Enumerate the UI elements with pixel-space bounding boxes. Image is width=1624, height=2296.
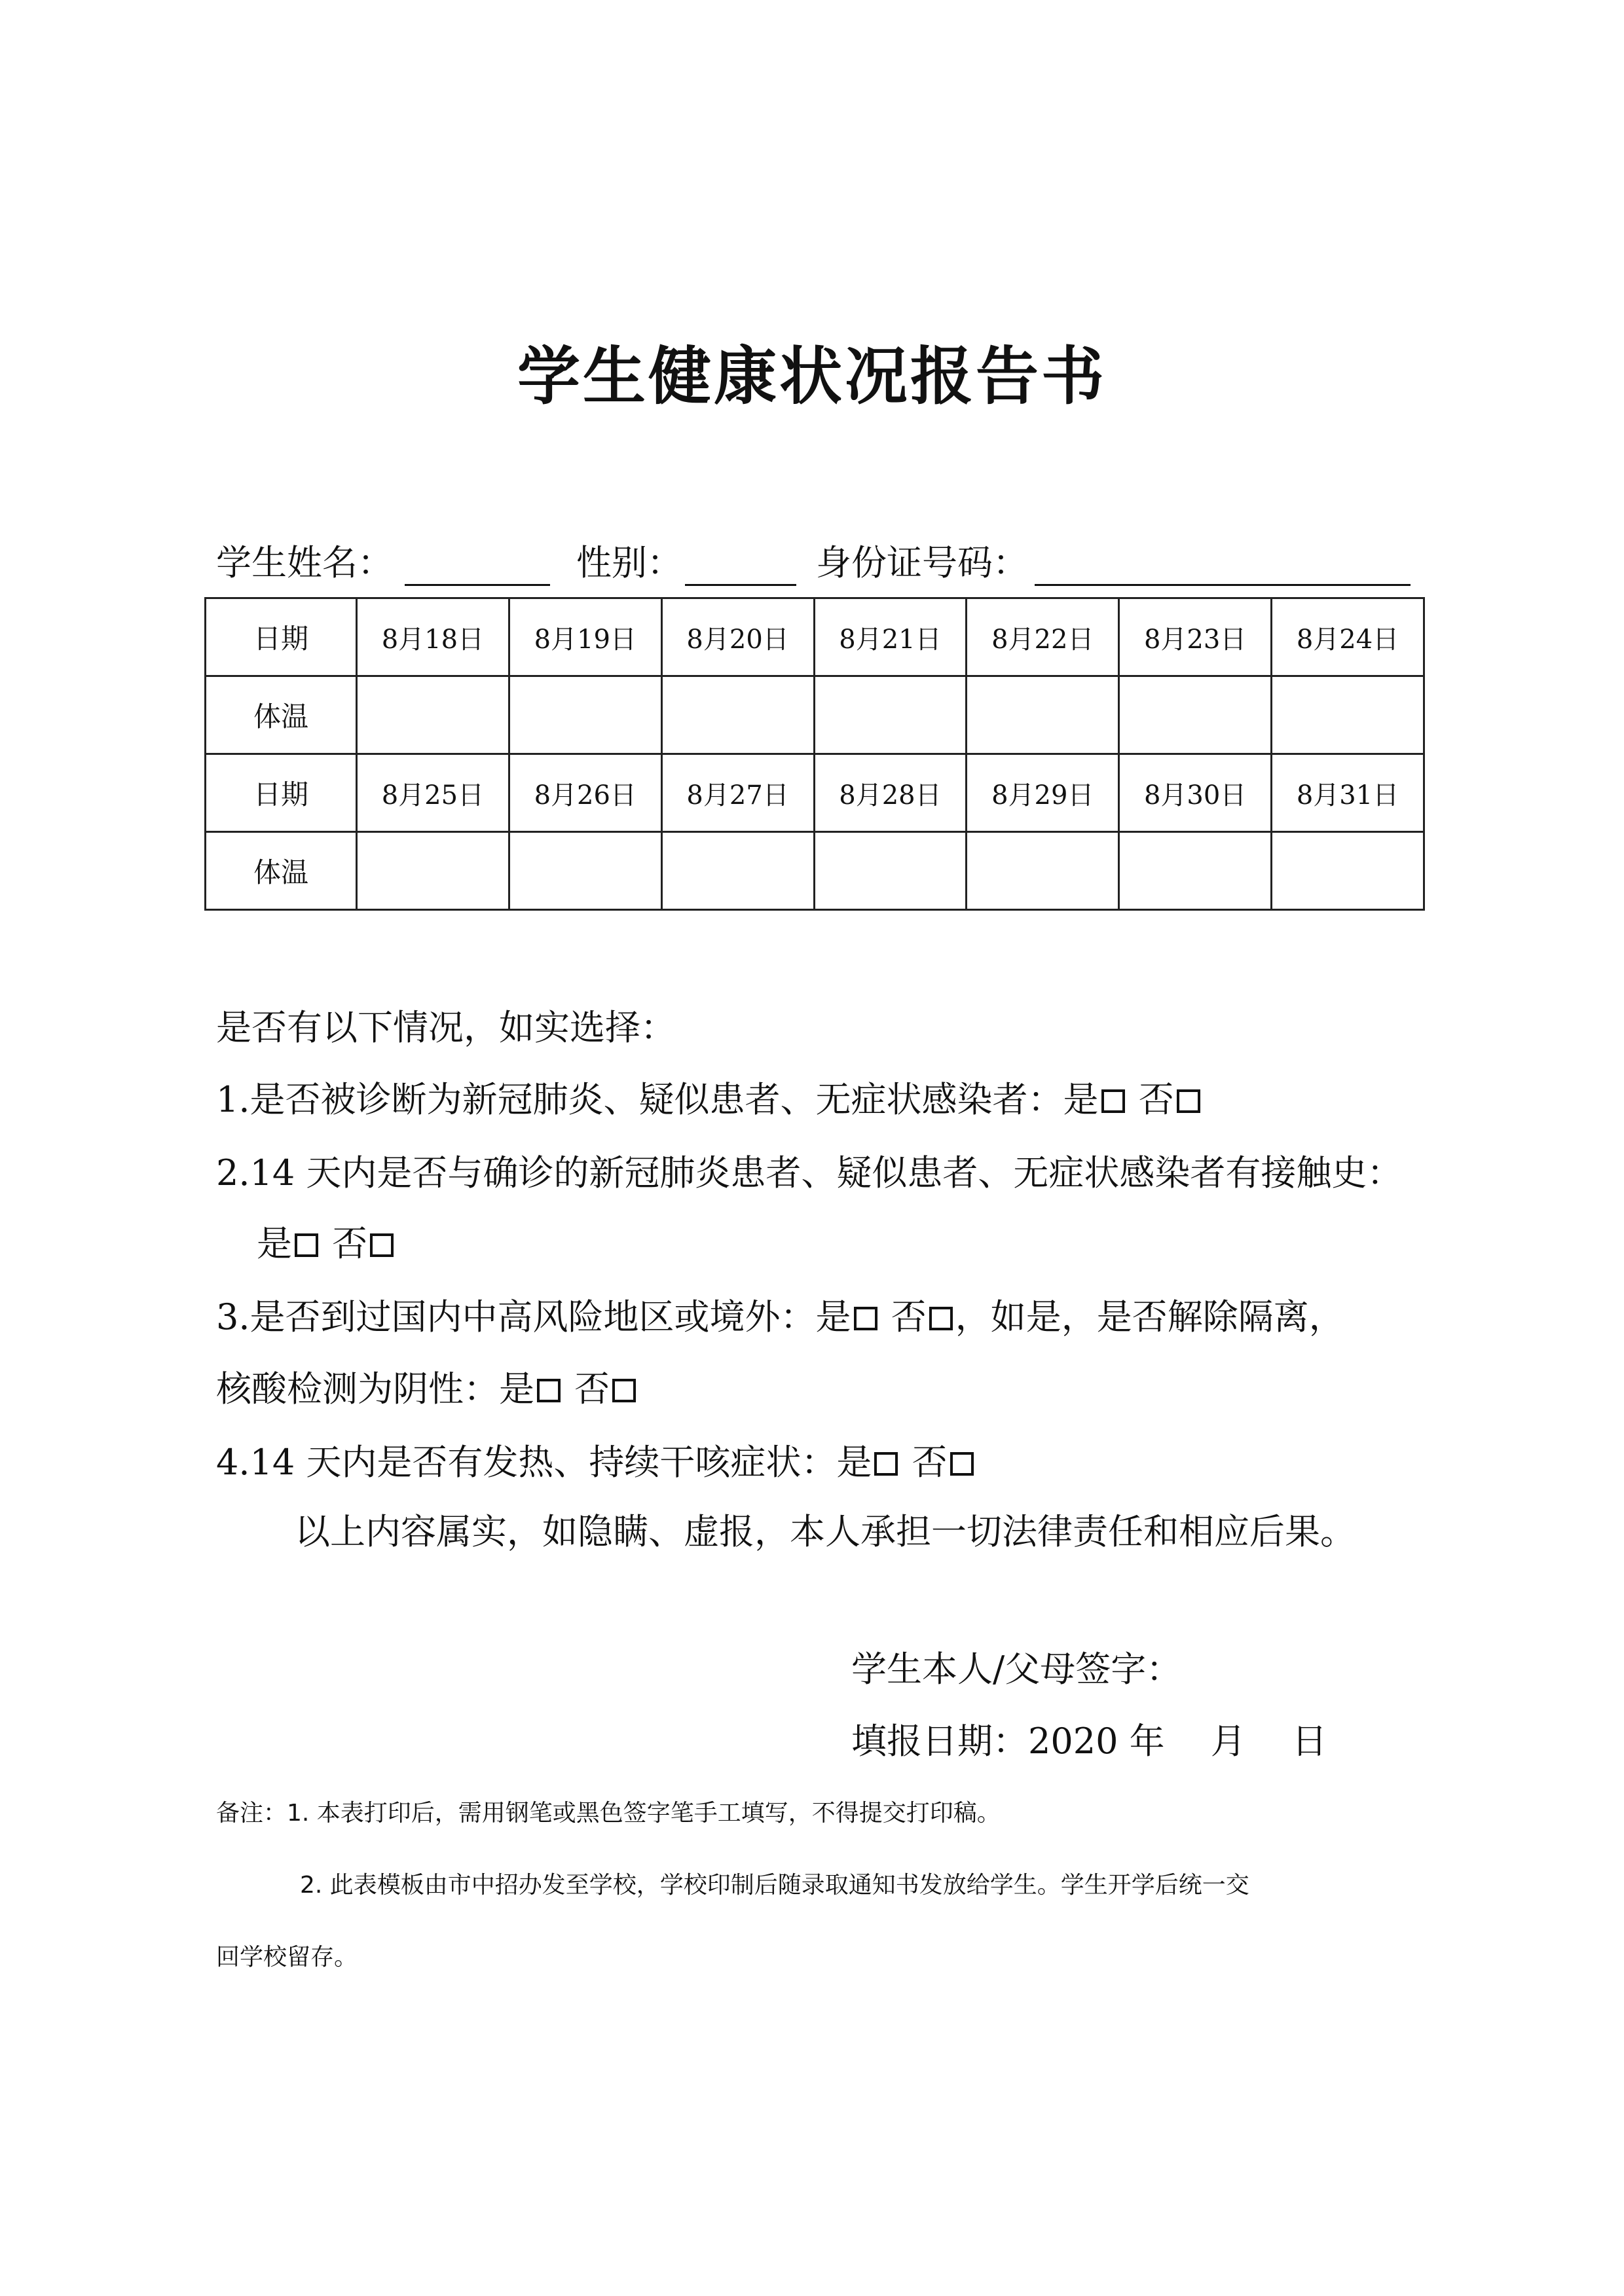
table-row [206, 832, 1424, 910]
table-row [206, 598, 1424, 676]
yes-label: 是 [836, 1442, 872, 1483]
no-checkbox[interactable] [370, 1233, 394, 1257]
date-cell: 8月22日 [967, 598, 1119, 676]
yes-label: 是 [257, 1223, 292, 1264]
date-cell: 8月29日 [967, 754, 1119, 832]
temperature-cell[interactable] [967, 676, 1119, 754]
temperature-cell[interactable] [967, 832, 1119, 910]
date-cell: 8月21日 [814, 598, 967, 676]
no-checkbox[interactable] [950, 1452, 974, 1476]
gender-label: 性别： [576, 542, 682, 583]
question-4-text: 4.14 天内是否有发热、持续干咳症状： [216, 1442, 837, 1483]
temperature-cell[interactable] [1272, 832, 1424, 910]
question-1-text: 1.是否被诊断为新冠肺炎、疑似患者、无症状感染者： [216, 1079, 1063, 1120]
day-label: 日 [1291, 1721, 1327, 1762]
yes-checkbox[interactable] [295, 1233, 318, 1257]
declaration: 以上内容属实，如隐瞒、虚报，本人承担一切法律责任和相应后果。 [295, 1511, 1356, 1552]
date-cell: 8月18日 [357, 598, 509, 676]
date-cell: 8月25日 [357, 754, 509, 832]
temperature-cell[interactable] [1119, 832, 1272, 910]
gender-field[interactable] [685, 584, 796, 586]
temperature-cell[interactable] [357, 832, 509, 910]
date-cell: 8月31日 [1272, 754, 1424, 832]
yes-checkbox[interactable] [874, 1452, 898, 1476]
temperature-cell[interactable] [509, 832, 661, 910]
yes-checkbox[interactable] [1101, 1089, 1125, 1113]
no-checkbox[interactable] [612, 1379, 636, 1402]
note-2: 2. 此表模板由市中招办发至学校，学校印制后随录取通知书发放给学生。学生开学后统一交 [300, 1872, 1249, 1899]
name-field[interactable] [405, 584, 550, 586]
month-label: 月 [1210, 1721, 1246, 1762]
id-number-field[interactable] [1035, 584, 1411, 586]
yes-label: 是 [815, 1296, 851, 1338]
signature-label: 学生本人/父母签字： [851, 1649, 1182, 1690]
table-row [206, 676, 1424, 754]
date-cell: 8月23日 [1119, 598, 1272, 676]
temperature-header-cell: 体温 [206, 676, 357, 754]
no-label: 否 [332, 1223, 368, 1264]
fill-date-row [851, 1715, 1441, 1768]
temperature-cell[interactable] [661, 832, 814, 910]
temperature-table [204, 597, 1425, 911]
no-checkbox[interactable] [929, 1307, 953, 1330]
question-4 [216, 1436, 1447, 1489]
question-3-line2 [216, 1363, 1447, 1415]
question-3-text: 3.是否到过国内中高风险地区或境外： [216, 1296, 816, 1338]
date-cell: 8月27日 [661, 754, 814, 832]
name-label: 学生姓名： [216, 542, 393, 583]
no-label: 否 [574, 1368, 610, 1410]
question-2: 2.14 天内是否与确诊的新冠肺炎患者、疑似患者、无症状感染者有接触史： [216, 1152, 1403, 1194]
date-cell: 8月19日 [509, 598, 661, 676]
no-checkbox[interactable] [1177, 1089, 1200, 1113]
no-label: 否 [912, 1442, 948, 1483]
temperature-cell[interactable] [814, 676, 967, 754]
yes-checkbox[interactable] [537, 1379, 561, 1402]
no-label: 否 [1138, 1079, 1174, 1120]
question-2-options [257, 1218, 1488, 1270]
yes-label: 是 [499, 1368, 534, 1410]
date-header-cell: 日期 [206, 754, 357, 832]
date-cell: 8月20日 [661, 598, 814, 676]
question-1 [216, 1074, 1447, 1126]
date-cell: 8月26日 [509, 754, 661, 832]
temperature-cell[interactable] [1119, 676, 1272, 754]
question-3-followup: ，如是，是否解除隔离， [955, 1296, 1344, 1338]
date-cell: 8月28日 [814, 754, 967, 832]
question-3-text-2: 核酸检测为阴性： [216, 1368, 499, 1410]
date-cell: 8月24日 [1272, 598, 1424, 676]
page-title: 学生健康状况报告书 [517, 340, 1107, 413]
note-2-continued: 回学校留存。 [216, 1944, 358, 1971]
date-cell: 8月30日 [1119, 754, 1272, 832]
temperature-cell[interactable] [1272, 676, 1424, 754]
note-1: 备注：1. 本表打印后，需用钢笔或黑色签字笔手工填写，不得提交打印稿。 [216, 1800, 1001, 1827]
yes-label: 是 [1063, 1079, 1099, 1120]
temperature-header-cell: 体温 [206, 832, 357, 910]
table-row [206, 754, 1424, 832]
temperature-cell[interactable] [661, 676, 814, 754]
question-3 [216, 1291, 1447, 1343]
fill-date-label: 填报日期：2020 年 [851, 1721, 1165, 1762]
temperature-cell[interactable] [509, 676, 661, 754]
temperature-cell[interactable] [357, 676, 509, 754]
questions-intro: 是否有以下情况，如实选择： [216, 1007, 676, 1048]
student-info-row [216, 537, 1421, 589]
temperature-cell[interactable] [814, 832, 967, 910]
no-label: 否 [891, 1296, 927, 1338]
yes-checkbox[interactable] [854, 1307, 877, 1330]
date-header-cell: 日期 [206, 598, 357, 676]
id-label: 身份证号码： [816, 542, 1028, 583]
